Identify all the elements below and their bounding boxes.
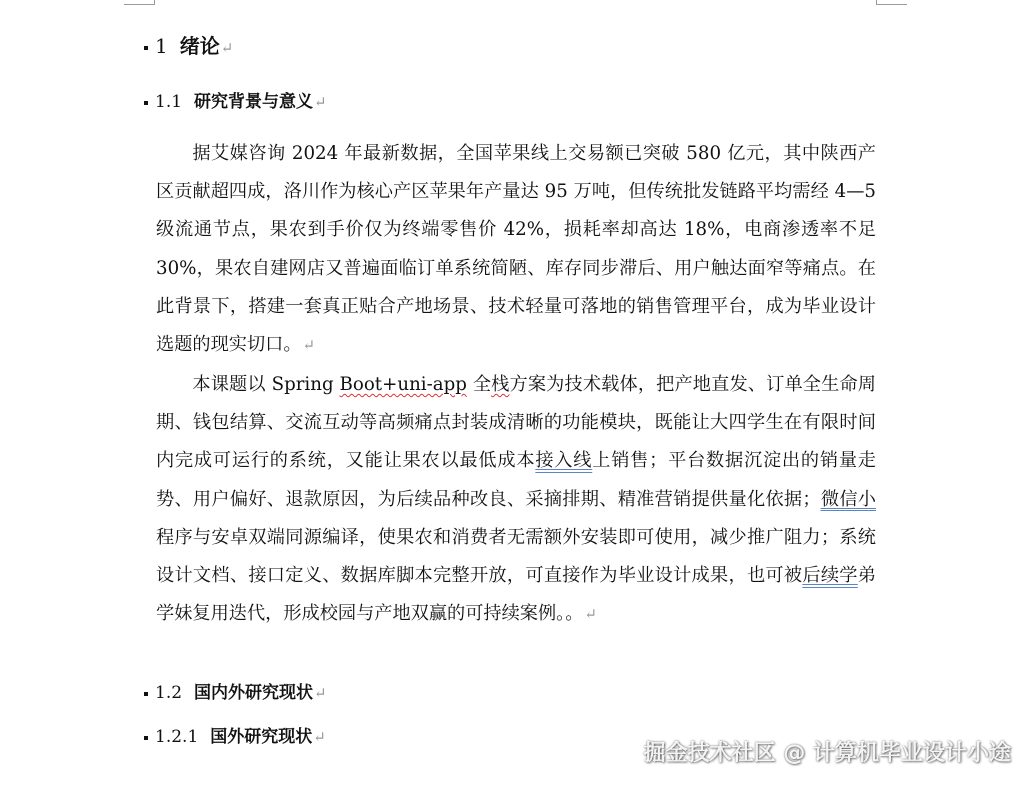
body-paragraph-2 [156, 366, 876, 633]
grammar-flagged-text[interactable]: 微信小 [820, 488, 876, 510]
heading-marker [144, 736, 148, 740]
heading-text: 国内外研究现状 [194, 683, 314, 703]
text-run: 程序与安卓双端同源编译，使果农和消费者无需额外安装即可使用，减少推广阻力；系统设计文档、接口定义、数据库脚本完整开放，可直接作为毕业设计成果，也可被 [156, 526, 876, 587]
paragraph-mark: ↵ [220, 39, 234, 57]
heading-section-1-1 [144, 94, 327, 111]
heading-marker [144, 692, 148, 696]
crop-mark-right [876, 0, 907, 5]
paragraph-mark: ↵ [314, 93, 327, 111]
body-paragraph-1 [156, 135, 876, 364]
heading-section-1-2-1 [144, 729, 326, 746]
text-run: 全 [466, 374, 492, 395]
heading-text: 绪论 [179, 34, 220, 58]
heading-section-1-2 [144, 685, 327, 702]
grammar-flagged-text[interactable]: 接入线 [535, 450, 593, 472]
heading-chapter-1 [144, 36, 233, 56]
text-run: 本课题以 Spring [192, 374, 340, 395]
paragraph-mark: ↵ [313, 728, 326, 746]
heading-number: 1 [155, 34, 168, 58]
paragraph-mark: ↵ [584, 605, 597, 624]
paragraph-mark: ↵ [314, 684, 327, 702]
text-run: 弟学妹复用迭代，形成校园与产地双赢的可持续案例。。 [156, 565, 876, 625]
paragraph-text: 据艾媒咨询 2024 年最新数据，全国苹果线上交易额已突破 580 亿元，其中陕西产区贡献超四成，洛川作为核心产区苹果年产量达 95 万吨，但传统批发链路平均需经 4—5 级流通节点，果农到手价仅为终端零售价 42%，损耗率却高达 18%，电商渗透率不足 30%，果农自建网店又普遍面临订单系统简陋、库存同步滞后、用户触达面窄等痛点。在此背景下，搭建一套真正贴合产地场景、技术轻量可落地的销售管理平台，成为毕业设计选题的现实切口。 [156, 143, 876, 356]
heading-text: 研究背景与意义 [194, 92, 314, 112]
watermark: 掘金技术社区 @ 计算机毕业设计小途 [643, 741, 1011, 766]
heading-number: 1.2 [155, 683, 183, 703]
spellcheck-flagged-text[interactable]: Boot+uni-app [339, 374, 467, 395]
heading-marker [144, 46, 148, 50]
heading-marker [144, 101, 148, 105]
text-run: 方案为技术载体，把产地直发、订单全生命周期、钱包结算、交流互动等高频痛点封装成清晰的功能模块，既能让大四学生在有限时间内完成可运行的系统，又能让果农以最低成本 [156, 374, 876, 472]
heading-text: 国外研究现状 [210, 727, 313, 747]
grammar-flagged-text[interactable]: 后续学 [802, 565, 858, 587]
heading-number: 1.2.1 [155, 727, 199, 747]
crop-mark-left [124, 0, 155, 5]
paragraph-mark: ↵ [302, 336, 316, 355]
heading-number: 1.1 [155, 92, 183, 112]
text-run: 上销售；平台数据沉淀出的销量走势、用户偏好、退款原因，为后续品种改良、采摘排期、精准营销提供量化依据； [156, 450, 876, 510]
spellcheck-flagged-text[interactable]: 栈 [491, 374, 510, 395]
